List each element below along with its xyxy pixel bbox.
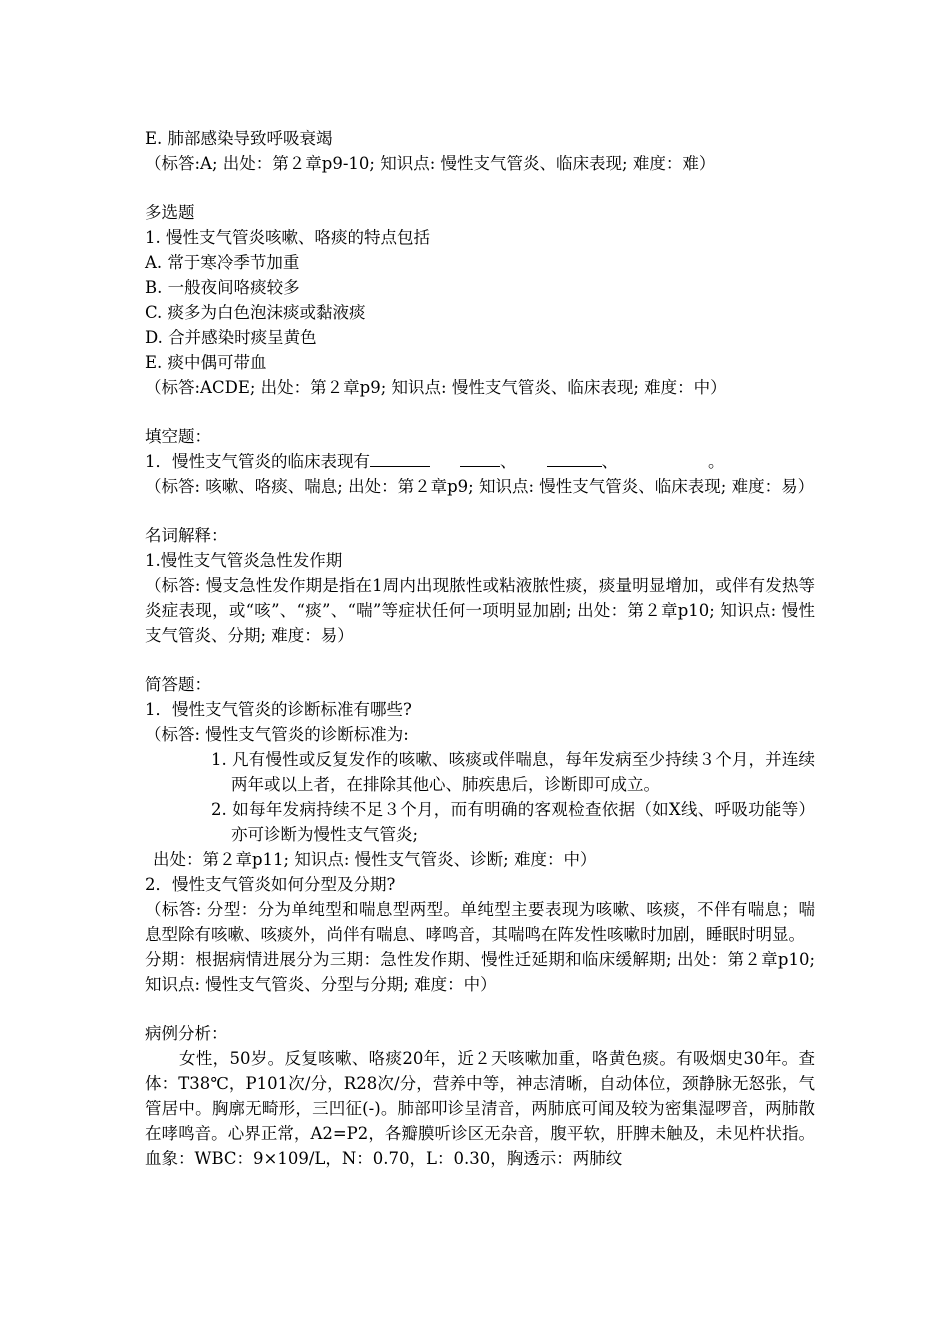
short-q1: 1．慢性支气管炎的诊断标准有哪些?: [145, 700, 412, 719]
fill-question-text: 1．慢性支气管炎的临床表现有: [145, 452, 370, 471]
multi-option-e: E. 痰中偶可带血: [145, 353, 267, 372]
short-q2-answer-type: （标答: 分型：分为单纯型和喘息型两型。单纯型主要表现为咳嗽、咳痰，不伴有喘息；喘息型除有咳嗽、咳痰外，尚伴有喘息、哮鸣音，其喘鸣在阵发性咳嗽时加剧，睡眠时明显。: [145, 900, 815, 944]
multi-option-b: B. 一般夜间咯痰较多: [145, 278, 300, 297]
term-heading: 名词解释：: [145, 526, 228, 545]
spacer: [145, 648, 815, 672]
short-q1-source: 出处：第２章p11; 知识点: 慢性支气管炎、诊断; 难度：中）: [153, 850, 597, 869]
short-q1-answer-intro: （标答: 慢性支气管炎的诊断标准为:: [145, 725, 409, 744]
multi-option-d: D. 合并感染时痰呈黄色: [145, 328, 317, 347]
fill-end: 。: [708, 452, 725, 471]
fill-answer: （标答: 咳嗽、咯痰、喘息; 出处：第２章p9; 知识点: 慢性支气管炎、临床表现; 难度：易）: [145, 477, 815, 496]
fill-question: [145, 449, 815, 474]
multi-question: 1. 慢性支气管炎咳嗽、咯痰的特点包括: [145, 228, 430, 247]
short-q2-answer-stage: 分期：根据病情进展分为三期：急性发作期、慢性迁延期和临床缓解期; 出处：第２章p10; 知识点: 慢性支气管炎、分型与分期; 难度：中）: [145, 950, 815, 994]
short-heading: 简答题：: [145, 675, 211, 694]
case-heading: 病例分析：: [145, 1024, 228, 1043]
multi-option-a: A. 常于寒冷季节加重: [145, 253, 300, 272]
fill-blank-2: [460, 452, 500, 467]
short-q1-item-1: 1. 凡有慢性或反复发作的咳嗽、咳痰或伴喘息，每年发病至少持续３个月，并连续两年或以上者，在排除其他心、肺疾患后，诊断即可成立。: [211, 750, 815, 794]
short-q1-item-2: 2. 如每年发病持续不足３个月，而有明确的客观检查依据（如X线、呼吸功能等）亦可诊断为慢性支气管炎;: [211, 800, 815, 844]
fill-sep-1: 、: [500, 452, 517, 471]
short-q1-list: [145, 747, 815, 847]
spacer: [145, 176, 815, 200]
multi-answer: （标答:ACDE; 出处：第２章p9; 知识点: 慢性支气管炎、临床表现; 难度：中）: [145, 378, 727, 397]
fill-blank-3: [547, 452, 602, 467]
term-question: 1.慢性支气管炎急性发作期: [145, 551, 343, 570]
prev-answer: （标答:A; 出处：第２章p9-10; 知识点: 慢性支气管炎、临床表现; 难度：难）: [145, 154, 716, 173]
prev-option-e: E. 肺部感染导致呼吸衰竭: [145, 129, 333, 148]
document-page: [145, 126, 815, 1171]
spacer: [145, 499, 815, 523]
multi-option-c: C. 痰多为白色泡沫痰或黏液痰: [145, 303, 366, 322]
short-q2: 2．慢性支气管炎如何分型及分期?: [145, 875, 396, 894]
spacer: [145, 400, 815, 424]
multi-heading: 多选题: [145, 203, 195, 222]
fill-sep-2: 、: [601, 452, 618, 471]
term-answer: （标答: 慢支急性发作期是指在1周内出现脓性或粘液脓性痰，痰量明显增加，或伴有发热等炎症表现，或“咳”、“痰”、“喘”等症状任何一项明显加剧; 出处：第２章p10; 知识点: 慢性支气管炎、分期; 难度：易）: [145, 576, 815, 645]
spacer: [145, 997, 815, 1021]
fill-blank-1: [370, 452, 430, 467]
case-text: 女性，50岁。反复咳嗽、咯痰20年，近２天咳嗽加重，咯黄色痰。有吸烟史30年。查体：T38℃，P101次/分，R28次/分，营养中等，神志清晰，自动体位，颈静脉无怒张，气管居中。胸廓无畸形，三凹征(-)。肺部叩诊呈清音，两肺底可闻及较为密集湿啰音，两肺散在哮鸣音。心界正常，A2=P2，各瓣膜听诊区无杂音，腹平软，肝脾未触及，未见杵状指。血象：WBC：9×109/L，N：0.70，L：0.30，胸透示：两肺纹: [145, 1049, 815, 1168]
fill-heading: 填空题：: [145, 427, 211, 446]
